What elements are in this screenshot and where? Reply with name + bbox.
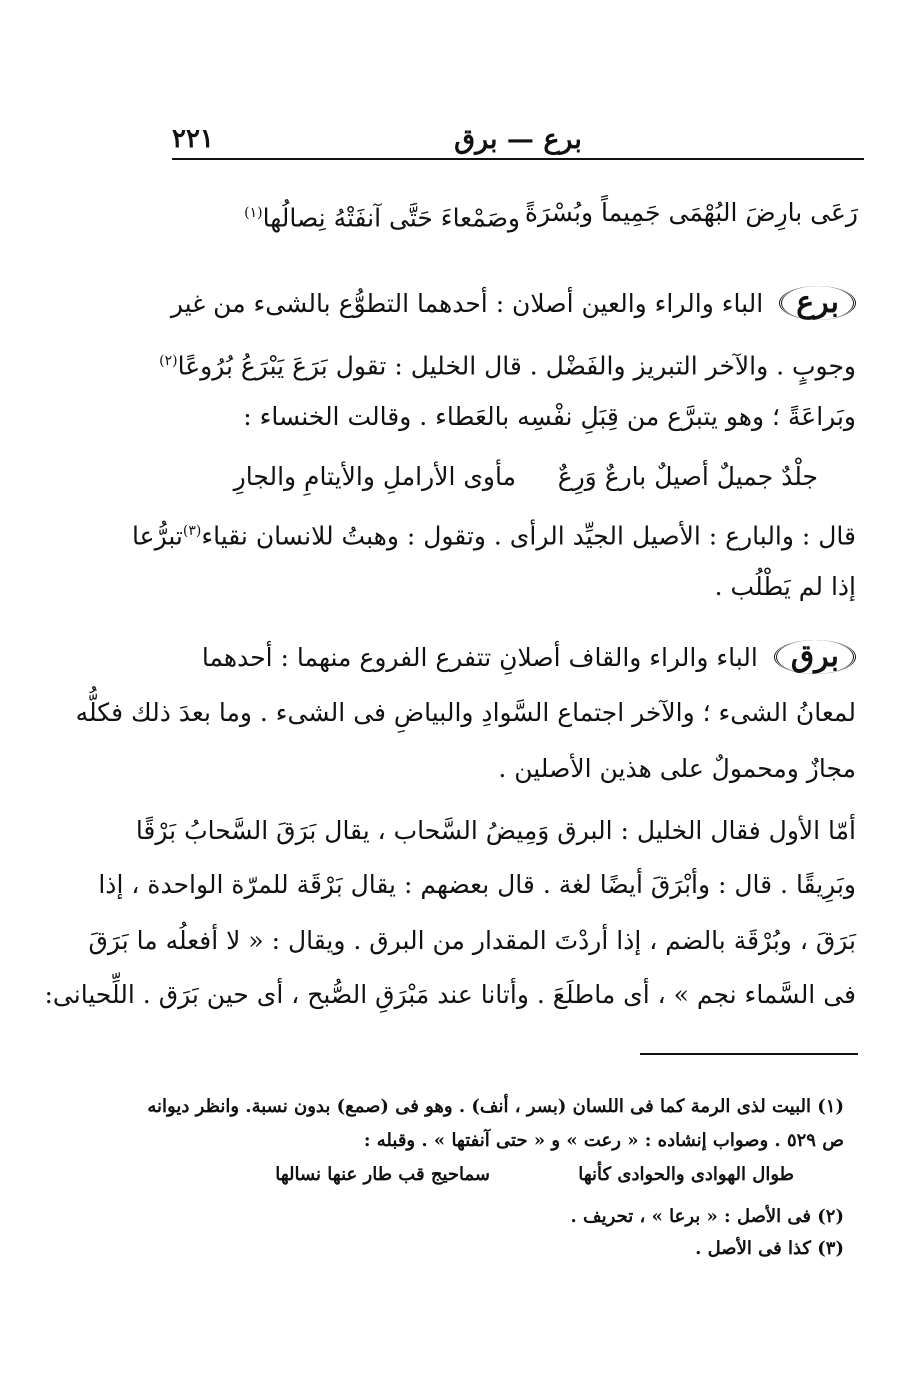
khansa-verse-left: مأوى الأراملِ والأيتامِ والجارِ <box>233 462 516 491</box>
footnote-rule <box>640 1053 858 1055</box>
khansa-verse-right: جلْدٌ جميلٌ أصيلٌ بارعٌ وَرِعٌ <box>557 462 818 491</box>
footnote-1-line-1: (١) البيت لذى الرمة كما فى اللسان (بسر ، أنف) . وهو فى (صمع) بدون نسبة. وانظر ديوانه <box>147 1096 844 1117</box>
entry-barq-para2-line-2: وبَرِيقًا . قال : وأبْرَقَ أيضًا لغة . قال بعضهم : يقال بَرْقَة للمرّة الواحدة ، إذا <box>98 870 856 899</box>
entry-headword-barq: برق <box>774 640 856 674</box>
header-rule <box>172 158 864 160</box>
entry-barq-line-2: لمعانُ الشىء ؛ والآخر اجتماع السَّوادِ والبياضِ فى الشىء . وما بعدَ ذلك فكلُّه <box>75 698 856 727</box>
entry-bara-line-5: إذا لم يَطْلُب . <box>714 572 856 601</box>
entry-bara-line-4: قال : والبارع : الأصيل الجيِّد الرأى . وتقول : وهبتُ للانسان نقياء$^{(٣)}$تبرُّعا <box>132 521 856 551</box>
entry-barq-para2-line-1: أمّا الأول فقال الخليل : البرق وَمِيضُ السَّحاب ، يقال بَرَقَ السَّحابُ بَرْقًا <box>135 816 856 845</box>
entry-bara-line-1: برع الباء والراء والعين أصلان : أحدهما التطوُّع بالشىء من غير <box>172 286 856 321</box>
entry-bara-line-2: وجوبٍ . والآخر التبريز والفَضْل . قال الخليل : تقول بَرَعَ يَبْرَعُ بُرُوعًا$^{(٢)}$ <box>159 351 856 381</box>
footnote-verse-right: طوال الهوادى والحوادى كأنها <box>578 1164 794 1185</box>
footnote-mark: (١) <box>244 205 263 221</box>
header-title: برع — برق <box>454 124 582 155</box>
running-header <box>168 118 868 162</box>
entry-barq-para2-line-3: بَرَقَ ، وبُرْقَة بالضم ، إذا أردْتَ المقدار من البرق . ويقال : « لا أفعلُه ما بَرَقَ <box>88 926 856 955</box>
footnote-mark: (٣) <box>182 523 202 539</box>
entry-barq-para2-line-4: فى السَّماء نجم » ، أى ماطلَعَ . وأتانا عند مَبْرَقِ الصُّبح ، أى حين بَرَق . اللِّحيانى: <box>44 980 856 1009</box>
entry-bara-line-3: وبَراعَةً ؛ وهو يتبرَّع من قِبَلِ نفْسِه بالعَطاء . وقالت الخنساء : <box>243 402 856 431</box>
entry-barq-line-1: برق الباء والراء والقاف أصلانِ تتفرع الفروع منهما : أحدهما <box>172 640 856 675</box>
footnote-mark: (٢) <box>159 353 178 369</box>
page-number: ٢٢١ <box>172 124 214 154</box>
verse-hemistich-left: وصَمْعاءَ حَتَّى آنفَتْهُ نِصالُها$^{(١)}$ <box>244 203 520 233</box>
footnote-2: (٢) فى الأصل : « برعا » ، تحريف . <box>570 1206 844 1227</box>
footnote-3: (٣) كذا فى الأصل . <box>695 1238 844 1259</box>
footnote-1-line-2: ص ٥٢٩ . وصواب إنشاده : « رعت » و « حتى آنفتها » . وقبله : <box>363 1130 844 1151</box>
footnote-verse-left: سماحيج قب طار عنها نسالها <box>275 1164 490 1185</box>
entry-headword-bara: برع <box>779 286 856 320</box>
verse-hemistich-right: رَعَى بارِضَ البُهْمَى جَمِيماً وبُسْرَةً <box>524 198 858 227</box>
entry-barq-line-3: مجازٌ ومحمولٌ على هذين الأصلين . <box>498 754 856 783</box>
